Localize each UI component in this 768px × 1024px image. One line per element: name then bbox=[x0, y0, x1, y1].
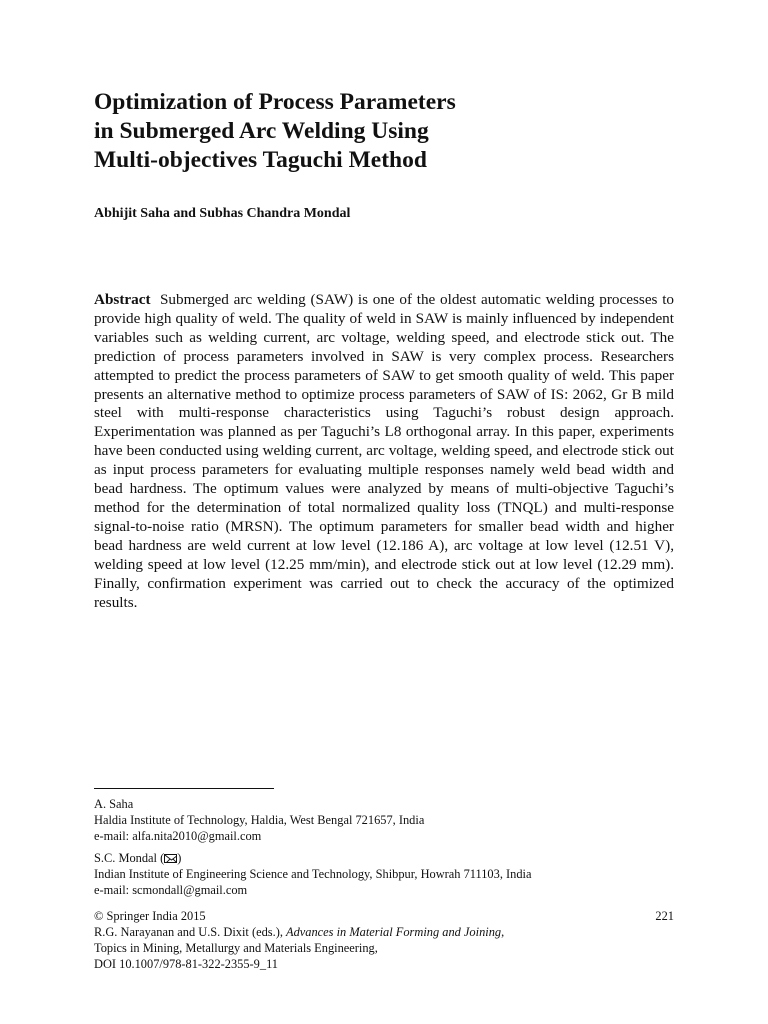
affiliation-author-1 bbox=[94, 796, 674, 844]
abstract-text: Submerged arc welding (SAW) is one of the oldest automatic welding processes to provide high quality of weld. The quality of weld in SAW is mainly influenced by independent variables such as welding current, arc voltage, welding speed, and electrode stick out. The prediction of process parameters involved in SAW is very complex process. Researchers attempted to predict the process parameters of SAW to get smooth quality of weld. This paper presents an alternative method to optimize process parameters of SAW of IS: 2062, Gr B mild steel with multi-response characteristics using Taguchi’s robust design approach. Experimentation was planned as per Taguchi’s L8 orthogonal array. In this paper, experiments have been conducted using welding current, arc voltage, welding speed, and electrode stick out as input process parameters for evaluating multiple responses namely weld bead width and bead hardness. The optimum values were analyzed by means of multi-objective Taguchi’s method for the determination of total normalized quality loss (TNQL) and multi-response signal-to-noise ratio (MRSN). The optimum parameters for smaller bead width and higher bead hardness are weld current at low level (12.186 A), arc voltage at low level (12.51 V), welding speed at low level (12.25 mm/min), and electrode stick out at low level (12.29 mm). Finally, confirmation experiment was carried out to check the accuracy of the optimized results. bbox=[94, 291, 675, 611]
author-2-name: S.C. Mondal ( bbox=[94, 851, 165, 865]
author-2-email: e-mail: scmondall@gmail.com bbox=[94, 883, 248, 897]
author-1-name: A. Saha bbox=[94, 797, 134, 811]
title-line-2: in Submerged Arc Welding Using bbox=[94, 118, 429, 144]
publication-info bbox=[94, 908, 674, 972]
title-line-1: Optimization of Process Parameters bbox=[94, 89, 456, 115]
abstract bbox=[94, 291, 674, 612]
affiliation-author-2 bbox=[94, 850, 674, 898]
author-2-name-close: ) bbox=[177, 851, 182, 865]
author-list: Abhijit Saha and Subhas Chandra Mondal bbox=[94, 206, 351, 221]
author-1-institution: Haldia Institute of Technology, Haldia, West Bengal 721657, India bbox=[94, 813, 425, 827]
envelope-icon bbox=[164, 854, 177, 863]
author-1-email: e-mail: alfa.nita2010@gmail.com bbox=[94, 829, 262, 843]
title-line-3: Multi-objectives Taguchi Method bbox=[94, 147, 427, 173]
author-2-name-line bbox=[94, 850, 674, 866]
editors-line bbox=[94, 924, 674, 940]
copyright-line bbox=[94, 908, 674, 924]
abstract-label: Abstract bbox=[94, 291, 151, 308]
series-line: Topics in Mining, Metallurgy and Materials Engineering, bbox=[94, 941, 378, 955]
book-title: Advances in Material Forming and Joining bbox=[286, 925, 502, 939]
paper-title bbox=[94, 88, 674, 175]
footnote-divider bbox=[94, 788, 274, 789]
author-2-institution: Indian Institute of Engineering Science and Technology, Shibpur, Howrah 711103, India bbox=[94, 867, 532, 881]
copyright: © Springer India 2015 bbox=[94, 909, 206, 923]
doi-line: DOI 10.1007/978-81-322-2355-9_11 bbox=[94, 957, 279, 971]
editors-suffix: , bbox=[501, 925, 505, 939]
page-number: 221 bbox=[655, 909, 674, 923]
editors: R.G. Narayanan and U.S. Dixit (eds.), bbox=[94, 925, 287, 939]
